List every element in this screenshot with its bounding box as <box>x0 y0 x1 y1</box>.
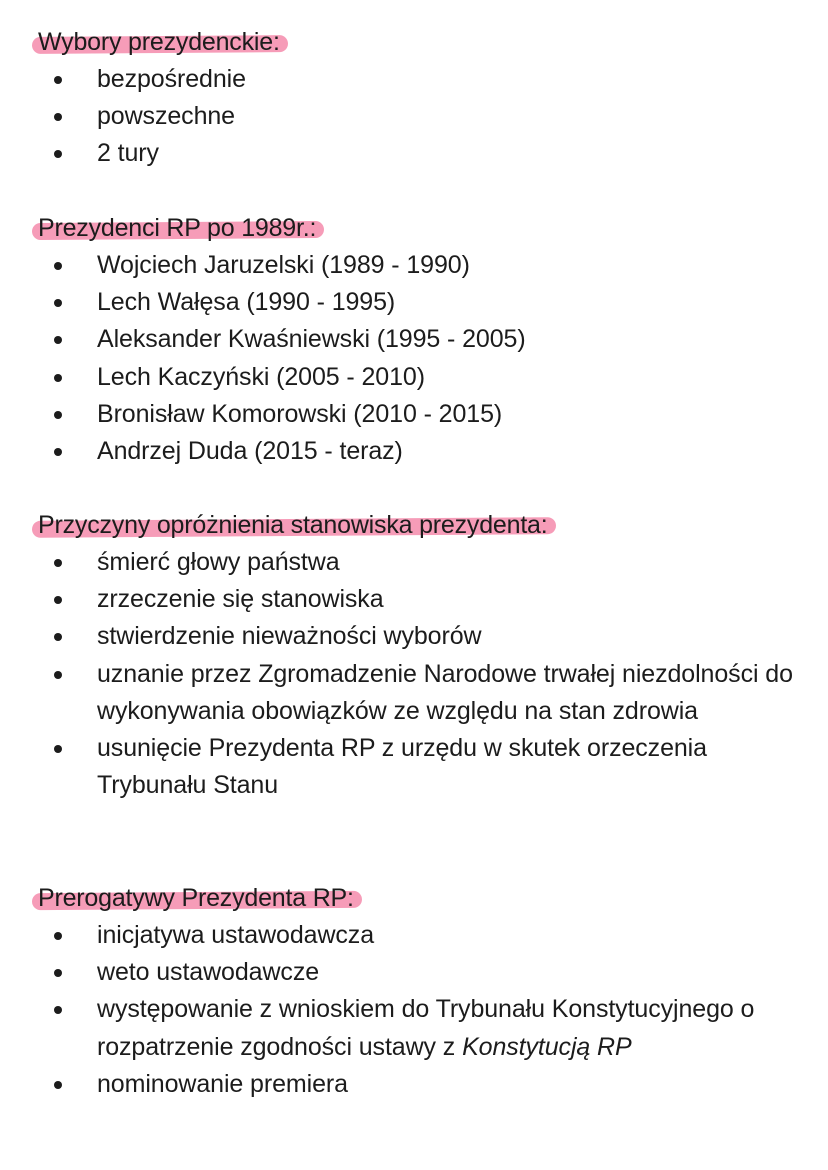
list-item-text: bezpośrednie <box>97 65 246 93</box>
list-item <box>36 247 806 284</box>
bullet-icon <box>54 1006 62 1014</box>
list-item-text: Lech Wałęsa (1990 - 1995) <box>97 288 396 317</box>
section-vacancy-reasons <box>36 510 806 804</box>
list-item <box>36 98 806 135</box>
section-presidential-elections <box>36 27 806 173</box>
bullet-list <box>36 544 806 804</box>
list-item <box>36 135 806 172</box>
heading-text: Przyczyny opróżnienia stanowiska prezydenta: <box>38 511 548 539</box>
bullet-icon <box>54 1081 62 1089</box>
bullet-icon <box>54 633 62 641</box>
bullet-icon <box>54 671 62 679</box>
list-item <box>36 321 806 358</box>
list-item-text: nominowanie premiera <box>97 1069 348 1098</box>
list-item-text: uznanie przez Zgromadzenie Narodowe trwałej niezdolności do wykonywania obowiązków ze względu na stan zdrowia <box>97 659 793 725</box>
bullet-icon <box>54 559 62 567</box>
list-item-text: usunięcie Prezydenta RP z urzędu w skutek orzeczenia Trybunału Stanu <box>97 734 707 800</box>
list-item <box>36 581 806 618</box>
list-item-text: Andrzej Duda (2015 - teraz) <box>97 437 403 466</box>
section-presidential-prerogatives <box>36 883 806 1103</box>
list-item <box>36 1066 806 1103</box>
list-item-text: weto ustawodawcze <box>97 958 320 987</box>
bullet-icon <box>54 336 62 344</box>
bullet-icon <box>54 299 62 307</box>
bullet-icon <box>54 76 62 84</box>
list-item <box>36 284 806 321</box>
list-item <box>36 730 806 804</box>
bullet-icon <box>54 596 62 604</box>
list-item <box>36 618 806 655</box>
section-heading <box>36 27 282 57</box>
list-item-italic-text: Konstytucją RP <box>462 1032 632 1061</box>
section-presidents-since-1989 <box>36 213 806 470</box>
list-item <box>36 656 806 730</box>
bullet-icon <box>54 969 62 977</box>
list-item-text: zrzeczenie się stanowiska <box>97 585 384 614</box>
bullet-list <box>36 61 806 173</box>
list-item <box>36 991 806 1065</box>
section-heading <box>36 883 356 913</box>
list-item-text: inicjatywa ustawodawcza <box>97 921 374 949</box>
bullet-icon <box>54 448 62 456</box>
list-item <box>36 61 806 98</box>
section-heading <box>36 213 318 243</box>
bullet-icon <box>54 262 62 270</box>
list-item <box>36 359 806 396</box>
list-item-text: śmierć głowy państwa <box>97 548 340 576</box>
list-item-text: Aleksander Kwaśniewski (1995 - 2005) <box>97 325 526 354</box>
bullet-icon <box>54 113 62 121</box>
bullet-list <box>36 247 806 470</box>
list-item-text: stwierdzenie nieważności wyborów <box>97 622 482 651</box>
heading-text: Prezydenci RP po 1989r.: <box>38 214 317 242</box>
list-item <box>36 917 806 954</box>
list-item-text: Wojciech Jaruzelski (1989 - 1990) <box>97 251 470 279</box>
bullet-icon <box>54 932 62 940</box>
bullet-list <box>36 917 806 1103</box>
list-item-text: Bronisław Komorowski (2010 - 2015) <box>97 399 503 428</box>
list-item <box>36 544 806 581</box>
bullet-icon <box>54 411 62 419</box>
bullet-icon <box>54 150 62 158</box>
list-item <box>36 396 806 433</box>
list-item <box>36 954 806 991</box>
bullet-icon <box>54 745 62 753</box>
section-heading <box>36 510 550 540</box>
list-item <box>36 433 806 470</box>
bullet-icon <box>54 374 62 382</box>
heading-text: Prerogatywy Prezydenta RP: <box>38 884 354 912</box>
heading-text: Wybory prezydenckie: <box>38 28 280 56</box>
list-item-text: występowanie z wnioskiem do Trybunału Konstytucyjnego o rozpatrzenie zgodności ustawy z <box>97 995 755 1061</box>
list-item-text: 2 tury <box>97 139 159 168</box>
list-item-text: powszechne <box>97 102 235 131</box>
list-item-text: Lech Kaczyński (2005 - 2010) <box>97 362 425 391</box>
